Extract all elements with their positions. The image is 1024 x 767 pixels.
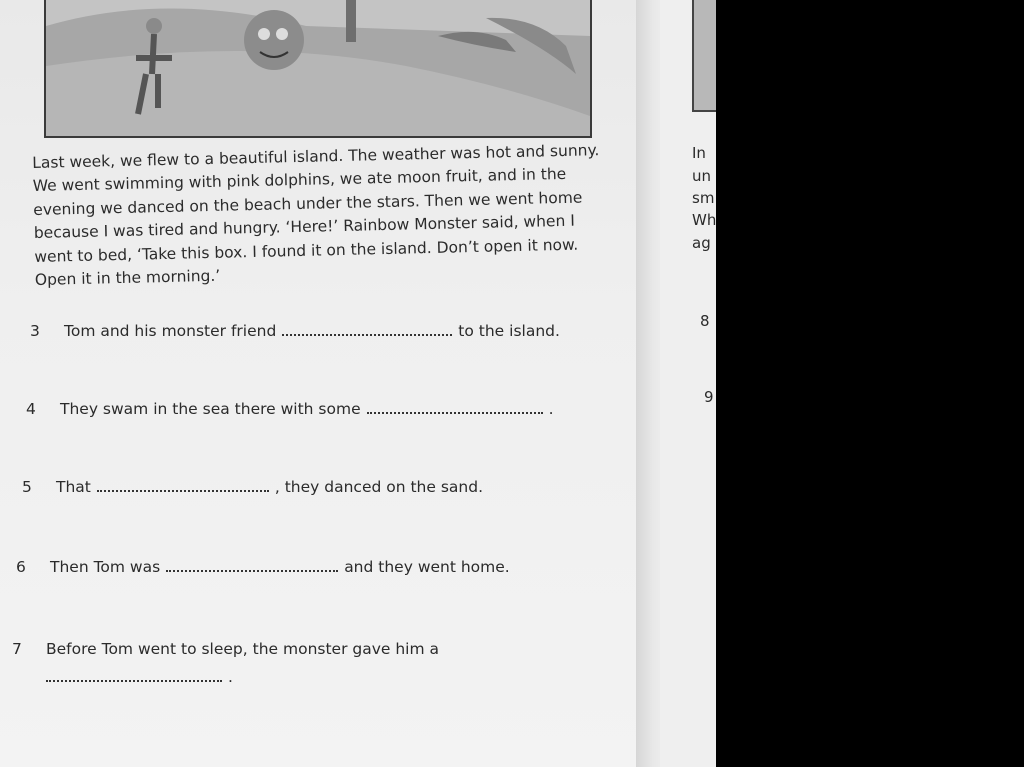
story-line: Open it in the morning.’ xyxy=(34,266,221,289)
story-line: because I was tired and hungry. ‘Here!’ Rainbow Monster said, when I xyxy=(33,211,575,243)
right-page-number: 8 xyxy=(700,312,710,330)
right-page-text: Wh xyxy=(692,211,716,229)
question-number: 5 xyxy=(22,478,32,496)
question-number: 3 xyxy=(30,322,40,340)
black-margin xyxy=(716,0,1024,767)
question-number: 6 xyxy=(16,558,26,576)
answer-blank[interactable] xyxy=(166,560,338,572)
story-line: evening we danced on the beach under the stars. Then we went home xyxy=(33,188,583,219)
right-page-illustration xyxy=(692,0,716,112)
question-6 xyxy=(16,558,510,576)
story-line: went to bed, ‘Take this box. I found it on the island. Don’t open it now. xyxy=(34,235,579,266)
question-4 xyxy=(26,400,554,418)
question-number: 4 xyxy=(26,400,36,418)
question-text: to the island. xyxy=(458,322,560,340)
question-3 xyxy=(30,322,560,340)
answer-blank[interactable] xyxy=(367,402,543,414)
answer-blank[interactable] xyxy=(282,324,452,336)
answer-blank[interactable] xyxy=(46,670,222,682)
question-text: , they danced on the sand. xyxy=(274,478,484,496)
story-illustration xyxy=(44,0,592,138)
right-page-text: In xyxy=(692,144,706,162)
right-page-number: 9 xyxy=(704,388,714,406)
story-line: We went swimming with pink dolphins, we ate moon fruit, and in the xyxy=(32,165,567,196)
question-7-line-2 xyxy=(46,668,233,686)
question-text: Tom and his monster friend xyxy=(64,322,277,340)
question-text: . xyxy=(548,400,554,418)
right-page-text: un xyxy=(692,167,712,185)
question-text: and they went home. xyxy=(344,558,510,576)
right-page-text: ag xyxy=(692,234,711,252)
question-text: Before Tom went to sleep, the monster gave him a xyxy=(46,640,440,658)
question-5 xyxy=(22,478,483,496)
answer-blank[interactable] xyxy=(97,480,269,492)
question-text: Then Tom was xyxy=(50,558,161,576)
right-page xyxy=(660,0,716,767)
question-number: 7 xyxy=(12,640,22,658)
question-7 xyxy=(12,640,439,658)
story-passage xyxy=(32,139,600,292)
question-text: . xyxy=(228,668,233,686)
story-line: Last week, we flew to a beautiful island. The weather was hot and sunny. xyxy=(32,141,600,172)
question-text: They swam in the sea there with some xyxy=(60,400,361,418)
right-page-text: sm xyxy=(692,189,715,207)
question-text: That xyxy=(56,478,91,496)
